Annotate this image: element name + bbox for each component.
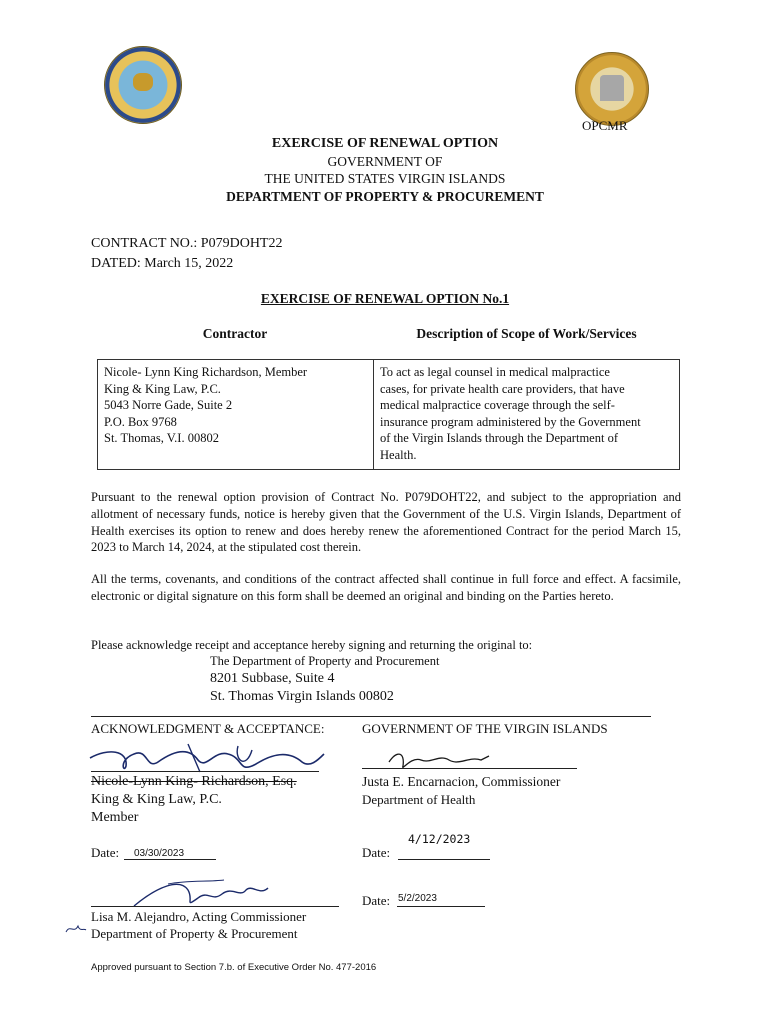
executive-order-footer: Approved pursuant to Section 7.b. of Executive Order No. 477-2016 xyxy=(91,962,377,973)
contractor-line: 5043 Norre Gade, Suite 2 xyxy=(104,398,233,412)
contractor-line: King & King Law, P.C. xyxy=(104,381,221,396)
contractor-date-label: Date: xyxy=(91,845,120,860)
virgin-islands-seal-icon xyxy=(104,46,182,124)
health-department: Department of Health xyxy=(362,792,476,807)
procurement-department: Department of Property & Procurement xyxy=(91,926,298,941)
acknowledgment-heading: ACKNOWLEDGMENT & ACCEPTANCE: xyxy=(91,721,325,736)
renewal-option-title: EXERCISE OF RENEWAL OPTION No.1 xyxy=(260,291,510,306)
renewal-notice-paragraph: Pursuant to the renewal option provision of Contract No. P079DOHT22, and subject to the appropriation and allotment of necessary funds, notice is hereby given that the Government of the U.S. Virgin Islands, Department of Health exercises its option to renew and does hereby renew the aforementioned Contract for the period March 15, 2023 to March 14, 2024, at the stipulated cost therein. xyxy=(91,490,681,555)
health-commissioner-name: Justa E. Encarnacion, Commissioner xyxy=(362,774,561,789)
description-cell xyxy=(373,359,680,470)
contractor-line: P.O. Box 9768 xyxy=(104,414,177,429)
procurement-date-line xyxy=(397,906,485,907)
contractor-date-line xyxy=(124,859,216,860)
government-line-2: THE UNITED STATES VIRGIN ISLANDS xyxy=(264,171,506,186)
return-address-line-3: St. Thomas Virgin Islands 00802 xyxy=(210,689,394,704)
procurement-signature-line xyxy=(91,906,339,907)
description-line: Health. xyxy=(380,447,417,462)
acknowledge-instruction: Please acknowledge receipt and acceptance hereby signing and returning the original to: xyxy=(91,638,533,652)
government-line-1: GOVERNMENT OF xyxy=(327,154,443,169)
terms-paragraph: All the terms, covenants, and conditions of the contract affected shall continue in full force and effect. A facsimile, electronic or digital signature on this form shall be deemed an original and binding on the Parties hereto. xyxy=(91,572,681,603)
government-heading: GOVERNMENT OF THE VIRGIN ISLANDS xyxy=(362,721,608,736)
procurement-seal-icon xyxy=(575,52,649,126)
description-line: medical malpractice coverage through the self- xyxy=(380,398,615,412)
contract-dated: DATED: March 15, 2022 xyxy=(91,256,234,271)
document-title: EXERCISE OF RENEWAL OPTION xyxy=(271,136,499,151)
table-header-contractor: Contractor xyxy=(202,326,268,341)
health-date-value: 4/12/2023 xyxy=(408,832,471,846)
procurement-date-label: Date: xyxy=(362,893,391,908)
return-address-line-1: The Department of Property and Procurement xyxy=(210,654,440,668)
description-line: To act as legal counsel in medical malpractice xyxy=(380,365,610,379)
procurement-date-value: 5/2/2023 xyxy=(398,893,437,904)
health-signature-line xyxy=(362,768,577,769)
procurement-name: Lisa M. Alejandro, Acting Commissioner xyxy=(91,909,307,924)
initials-mark-icon xyxy=(64,922,88,936)
description-line: of the Virgin Islands through the Department of xyxy=(380,431,618,445)
table-header-description: Description of Scope of Work/Services xyxy=(416,326,637,341)
department-name: DEPARTMENT OF PROPERTY & PROCUREMENT xyxy=(226,189,544,204)
section-divider xyxy=(91,716,651,717)
office-code: OPCMR xyxy=(582,118,628,133)
contractor-firm: King & King Law, P.C. xyxy=(91,792,222,807)
health-date-line xyxy=(398,859,490,860)
contractor-date-value: 03/30/2023 xyxy=(134,848,185,859)
description-line: insurance program administered by the Government xyxy=(380,414,641,429)
contractor-cell xyxy=(97,359,374,470)
contractor-name: Nicole-Lynn King- Richardson, Esq. xyxy=(91,774,297,789)
contractor-line: St. Thomas, V.I. 00802 xyxy=(104,431,219,445)
contractor-signature-line xyxy=(91,771,319,772)
contractor-role: Member xyxy=(91,810,139,825)
contract-number: CONTRACT NO.: P079DOHT22 xyxy=(91,236,283,251)
return-address-line-2: 8201 Subbase, Suite 4 xyxy=(210,671,335,686)
contractor-line: Nicole- Lynn King Richardson, Member xyxy=(104,365,308,379)
health-date-label: Date: xyxy=(362,845,391,860)
description-line: cases, for private health care providers, that have xyxy=(380,381,625,396)
